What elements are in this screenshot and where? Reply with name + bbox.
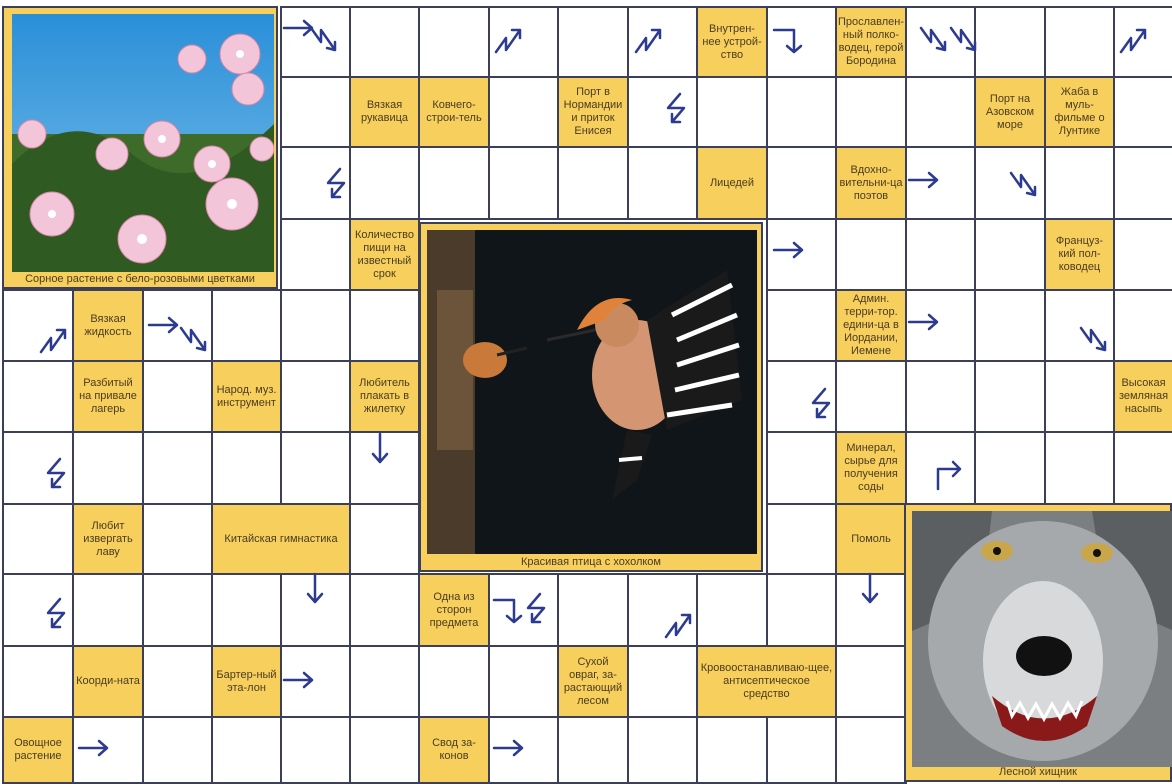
crossword-cell[interactable] [349, 645, 420, 718]
crossword-cell[interactable] [835, 645, 907, 718]
clue-c4 [696, 6, 768, 78]
clue-text: Сухой овраг, за-растающий лесом [563, 655, 623, 707]
crossword-cell[interactable] [974, 289, 1046, 362]
clue-text: Кровоостанавливаю-щее, антисептическое средство [700, 662, 833, 700]
crossword-cell[interactable] [142, 716, 213, 784]
clue-text: Вдохно-вительни-ца поэтов [839, 163, 903, 202]
crossword-cell[interactable] [211, 573, 282, 647]
direction-arrow-icon [280, 660, 320, 700]
crossword-cell[interactable] [766, 573, 837, 647]
crossword-cell[interactable] [280, 360, 351, 433]
crossword-cell[interactable] [1113, 146, 1172, 220]
direction-arrow-icon [40, 595, 80, 635]
clue-c1 [349, 76, 420, 148]
crossword-cell[interactable] [280, 218, 351, 291]
clue-text: Овощное растение [14, 737, 62, 762]
crossword-cell[interactable] [627, 645, 698, 718]
clue-text: Народ. муз. инструмент [216, 383, 277, 409]
crossword-cell[interactable] [349, 289, 420, 362]
clue-c9 [835, 146, 907, 220]
direction-arrow-icon [660, 605, 700, 645]
clue-text: Порт на Азовском море [985, 92, 1035, 131]
crossword-cell[interactable] [349, 573, 420, 647]
clue-c28 [418, 716, 490, 784]
crossword-cell[interactable] [72, 431, 144, 505]
bird-image [427, 230, 757, 554]
crossword-cell[interactable] [1044, 6, 1115, 78]
crossword-cell[interactable] [557, 146, 629, 220]
clue-c22 [418, 573, 490, 647]
clue-c3 [557, 76, 629, 148]
crossword-cell[interactable] [349, 503, 420, 575]
direction-arrow-icon [770, 230, 810, 270]
clue-c13 [835, 289, 907, 362]
crossword-cell[interactable] [280, 76, 351, 148]
crossword-cell[interactable] [211, 716, 282, 784]
crossword-cell[interactable] [974, 218, 1046, 291]
clue-c17 [1113, 360, 1172, 433]
crossword-cell[interactable] [974, 431, 1046, 505]
crossword-cell[interactable] [1113, 431, 1172, 505]
clue-c19 [72, 503, 144, 575]
direction-arrow-icon [175, 320, 215, 360]
clue-c10 [349, 218, 420, 291]
crossword-cell[interactable] [280, 716, 351, 784]
crossword-cell[interactable] [418, 6, 490, 78]
direction-arrow-icon [1005, 165, 1045, 205]
clue-c20 [211, 503, 351, 575]
clue-c12 [72, 289, 144, 362]
crossword-cell[interactable] [349, 6, 420, 78]
crossword-cell[interactable] [211, 289, 282, 362]
crossword-cell[interactable] [142, 503, 213, 575]
clue-text: Вязкая рукавица [360, 99, 409, 124]
direction-arrow-icon [850, 570, 890, 610]
wolf-caption: Лесной хищник [999, 766, 1077, 778]
clue-text: Любитель плакать в жилетку [359, 377, 410, 415]
crossword-cell[interactable] [696, 76, 768, 148]
crossword-cell[interactable] [1044, 431, 1115, 505]
clue-c14 [72, 360, 144, 433]
crossword-cell[interactable] [349, 716, 420, 784]
clue-text: Жаба в муль-фильме о Лунтике [1054, 86, 1105, 137]
crossword-cell[interactable] [1044, 146, 1115, 220]
direction-arrow-icon [360, 430, 400, 470]
direction-arrow-icon [40, 455, 80, 495]
clue-c27 [2, 716, 74, 784]
clue-c11 [1044, 218, 1115, 291]
crossword-cell[interactable] [835, 76, 907, 148]
direction-arrow-icon [1115, 20, 1155, 60]
clue-text: Француз-кий пол-ководец [1055, 235, 1104, 273]
crossword-cell[interactable] [72, 573, 144, 647]
clue-c25 [557, 645, 629, 718]
clue-c24 [211, 645, 282, 718]
clue-c26 [696, 645, 837, 718]
clue-text: Админ. терри-тор. едини-ца в Иордании, Иемене [843, 293, 899, 357]
crossword-cell[interactable] [2, 503, 74, 575]
bird-caption: Красивая птица с хохолком [521, 556, 661, 568]
direction-arrow-icon [945, 20, 985, 60]
crossword-cell[interactable] [766, 289, 837, 362]
crossword-cell[interactable] [627, 716, 698, 784]
crossword-cell[interactable] [280, 431, 351, 505]
crossword-cell[interactable] [557, 6, 629, 78]
crossword-cell[interactable] [905, 76, 976, 148]
wolf-image [912, 511, 1172, 767]
clue-text: Любит извергать лаву [83, 519, 133, 558]
crossword-cell[interactable] [211, 431, 282, 505]
clue-text: Одна из сторон предмета [429, 590, 479, 629]
clue-text: Количество пищи на известный срок [354, 228, 415, 280]
crossword-cell[interactable] [557, 716, 629, 784]
direction-arrow-icon [305, 20, 345, 60]
clue-text: Высокая земляная насыпь [1118, 377, 1169, 415]
photo-bird [419, 222, 763, 572]
direction-arrow-icon [490, 728, 530, 768]
crossword-cell[interactable] [142, 431, 213, 505]
clue-c23 [72, 645, 144, 718]
direction-arrow-icon [630, 20, 670, 60]
direction-arrow-icon [75, 728, 115, 768]
crossword-cell[interactable] [488, 146, 559, 220]
crossword-cell[interactable] [488, 76, 559, 148]
clue-text: Китайская гимнастика [224, 532, 338, 545]
direction-arrow-icon [490, 20, 530, 60]
crossword-cell[interactable] [142, 645, 213, 718]
clue-text: Минерал, сырье для получения соды [844, 442, 898, 493]
crossword-cell[interactable] [766, 716, 837, 784]
clue-c15 [211, 360, 282, 433]
crossword-cell[interactable] [905, 360, 976, 433]
flower-caption: Сорное растение с бело-розовыми цветками [25, 273, 255, 285]
crossword-cell[interactable] [766, 146, 837, 220]
crossword-cell[interactable] [696, 573, 768, 647]
crossword-cell[interactable] [2, 645, 74, 718]
clue-c18 [835, 431, 907, 505]
photo-flower [2, 6, 278, 289]
direction-arrow-icon [805, 385, 845, 425]
direction-arrow-icon [905, 302, 945, 342]
clue-text: Помоль [851, 532, 891, 545]
crossword-cell[interactable] [557, 573, 629, 647]
direction-arrow-icon [930, 455, 970, 495]
direction-arrow-icon [520, 590, 560, 630]
direction-arrow-icon [1075, 320, 1115, 360]
crossword-cell[interactable] [1113, 76, 1172, 148]
crossword-cell[interactable] [905, 218, 976, 291]
clue-text: Свод за-конов [432, 737, 476, 762]
direction-arrow-icon [660, 90, 700, 130]
direction-arrow-icon [295, 570, 335, 610]
clue-text: Коорди-ната [76, 675, 140, 687]
crossword-cell[interactable] [835, 716, 907, 784]
clue-text: Порт в Нормандии и приток Енисея [563, 86, 623, 137]
crossword-cell[interactable] [2, 360, 74, 433]
clue-text: Прославлен-ный полко-водец, герой Бородина [837, 16, 905, 67]
direction-arrow-icon [905, 160, 945, 200]
crossword-cell[interactable] [142, 573, 213, 647]
clue-text: Разбитый на привале лагерь [79, 377, 137, 415]
direction-arrow-icon [35, 320, 75, 360]
photo-wolf [904, 503, 1172, 782]
crossword-cell[interactable] [280, 289, 351, 362]
crossword-cell[interactable] [766, 431, 837, 505]
crossword-cell[interactable] [142, 360, 213, 433]
clue-c8 [696, 146, 768, 220]
crossword-cell[interactable] [835, 360, 907, 433]
crossword-cell[interactable] [1113, 218, 1172, 291]
clue-text: Лицедей [709, 176, 755, 189]
clue-text: Внутрен-нее устрой-ство [702, 22, 762, 61]
crossword-cell[interactable] [418, 645, 490, 718]
clue-text: Бартер-ный эта-лон [216, 668, 277, 694]
crossword-cell[interactable] [488, 645, 559, 718]
direction-arrow-icon [320, 165, 360, 205]
crossword-cell[interactable] [1113, 289, 1172, 362]
clue-c6 [974, 76, 1046, 148]
crossword-cell[interactable] [766, 76, 837, 148]
clue-c5 [835, 6, 907, 78]
clue-c2 [418, 76, 490, 148]
direction-arrow-icon [770, 20, 810, 60]
clue-c21 [835, 503, 907, 575]
crossword-cell[interactable] [766, 503, 837, 575]
clue-text: Ковчего-строи-тель [426, 99, 482, 124]
crossword-cell[interactable] [974, 360, 1046, 433]
crossword-cell[interactable] [835, 218, 907, 291]
clue-c16 [349, 360, 420, 433]
flower-image [12, 14, 274, 272]
crossword-cell[interactable] [418, 146, 490, 220]
crossword-cell[interactable] [1044, 360, 1115, 433]
crossword-cell[interactable] [696, 716, 768, 784]
crossword-cell[interactable] [627, 146, 698, 220]
clue-c7 [1044, 76, 1115, 148]
clue-text: Вязкая жидкость [84, 312, 132, 338]
